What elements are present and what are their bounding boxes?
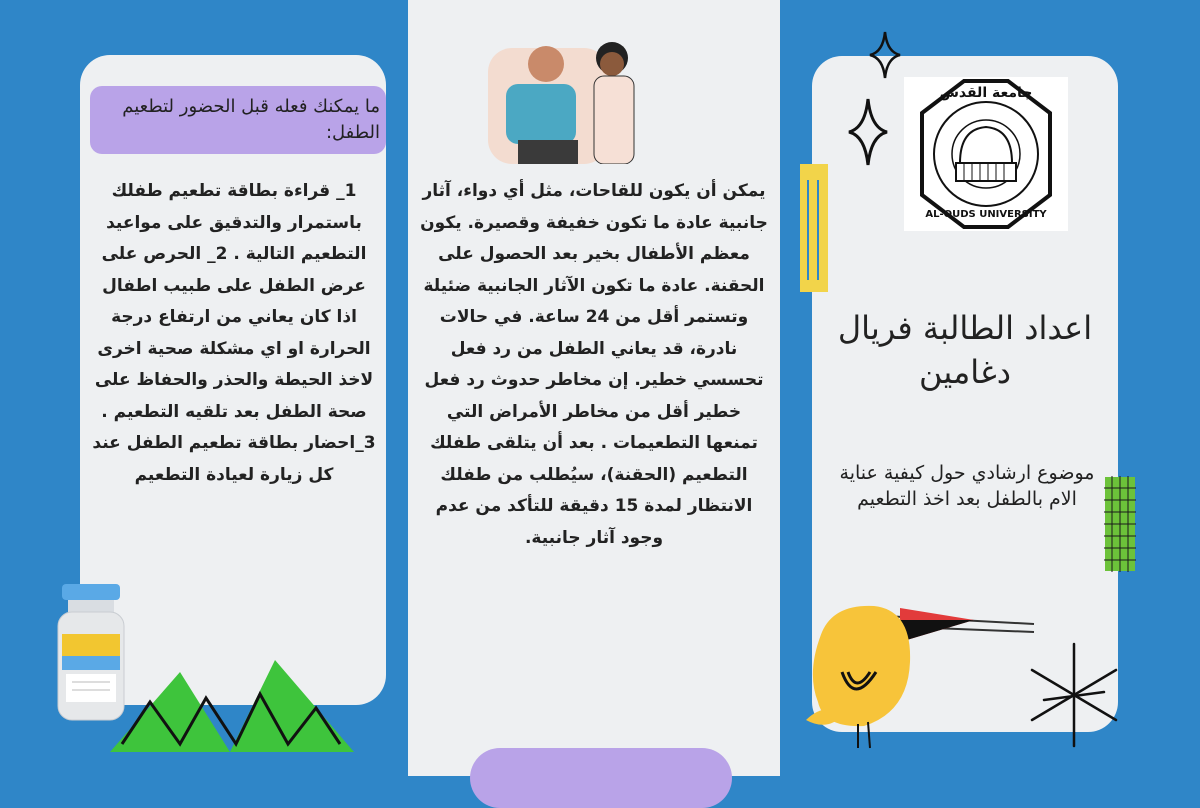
grass-icon bbox=[110, 654, 354, 754]
doctor-illustration bbox=[488, 40, 648, 164]
bird-icon bbox=[804, 602, 1044, 752]
left-heading: ما يمكنك فعله قبل الحضور لتطعيم الطفل: bbox=[90, 86, 386, 154]
logo-arabic-text: جامعة القدس bbox=[939, 85, 1033, 101]
topic-text: موضوع ارشادي حول كيفية عناية الام بالطفل بعد اخذ التطعيم bbox=[839, 462, 1095, 510]
university-logo bbox=[904, 77, 1068, 231]
sparkle-icon bbox=[846, 96, 890, 168]
purple-tab bbox=[470, 748, 732, 808]
logo-english-text: AL-QUDS UNIVERSITY bbox=[925, 209, 1047, 220]
left-body-text: 1_ قراءة بطاقة تطعيم طفلك باستمرار والتدقيق على مواعيد التطعيم التالية . 2_ الحرص على عرض الطفل على طبيب اطفال اذا كان يعاني من ارتفاع درجة الحرارة او اي مشكلة صحية اخرى لاخذ الحيطة والحذر والحفاظ على صحة الطفل بعد تلقيه التطعيم . 3_احضار بطاقة تطعيم الطفل عند كل زيارة لعيادة التطعيم bbox=[92, 181, 376, 485]
grid-patch-icon bbox=[1104, 476, 1136, 572]
middle-body-text: يمكن أن يكون للقاحات، مثل أي دواء، آثار جانبية عادة ما تكون خفيفة وقصيرة. يكون معظم الأطفال بخير بعد الحصول على الحقنة. عادة ما تكون الآثار الجانبية ضئيلة وتستمر أقل من 24 ساعة. في حالات نادرة، قد يعاني الطفل من رد فعل تحسسي خطير. إن مخاطر حدوث رد فعل خطير أقل من مخاطر الأمراض التي تمنعها التطعيمات . بعد أن يتلقى طفلك التطعيم (الحقنة)، سيُطلب من طفلك الانتظار لمدة 15 دقيقة للتأكد من عدم وجود آثار جانبية. bbox=[420, 181, 768, 548]
sparkle-icon bbox=[868, 30, 902, 80]
author-name: اعداد الطالبة فريال دغامين bbox=[837, 309, 1093, 391]
tape-icon bbox=[798, 160, 830, 296]
asterisk-icon bbox=[1024, 640, 1124, 750]
